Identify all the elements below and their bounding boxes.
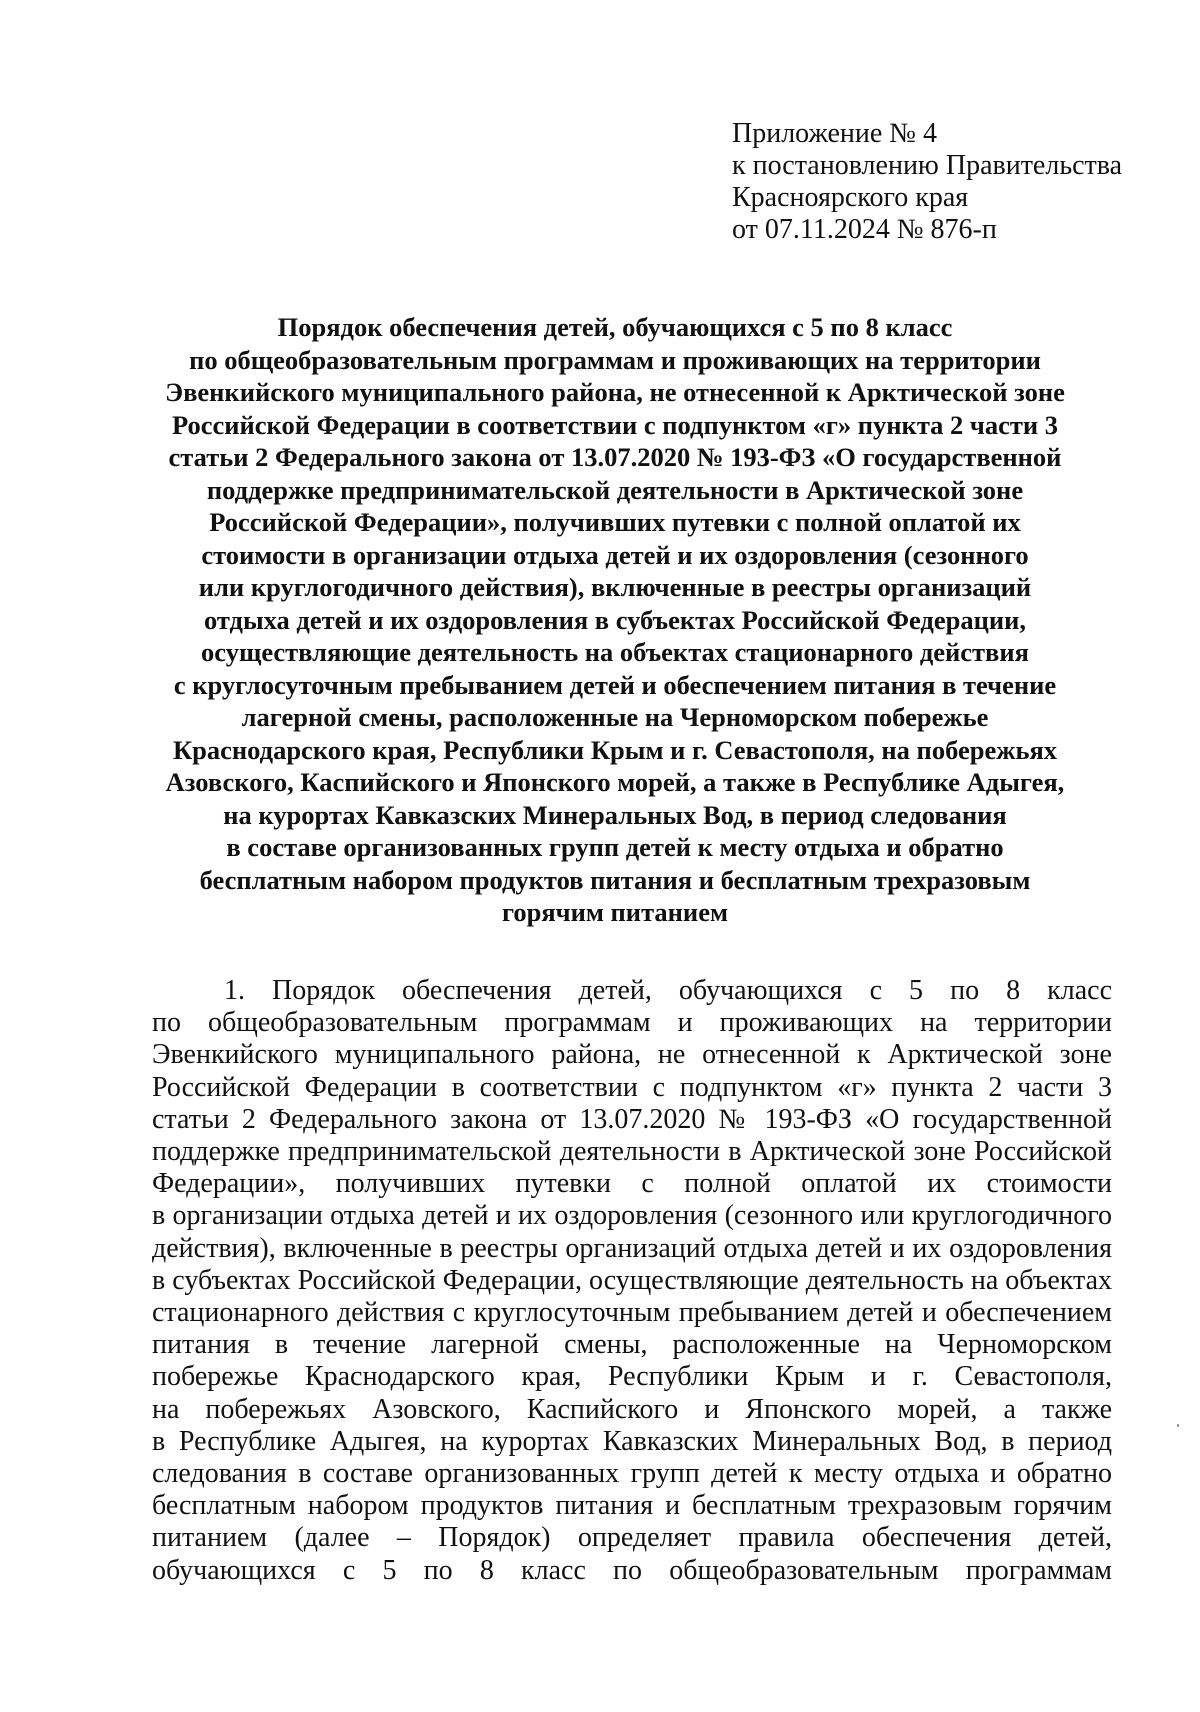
title-line: на курортах Кавказских Минеральных Вод, в период следования xyxy=(223,799,1007,830)
title-line: бесплатным набором продуктов питания и бесплатным трехразовым xyxy=(199,864,1031,895)
title-line: стоимости в организации отдыха детей и их оздоровления (сезонного xyxy=(201,539,1029,570)
title-line: Российской Федерации», получивших путевки с полной оплатой их xyxy=(209,507,1021,537)
body-line: Эвенкийского муниципального района, не отнесенной к Арктической зоне xyxy=(152,1039,1112,1071)
title-line: Российской Федерации в соответствии с подпунктом «г» пункта 2 части 3 xyxy=(171,409,1059,440)
body-line: в Республике Адыгея, на курортах Кавказских Минеральных Вод, в период xyxy=(152,1425,1112,1457)
title-line: или круглогодичного действия), включенные в реестры организаций xyxy=(198,572,1032,602)
scan-speck xyxy=(1177,1424,1179,1427)
title-line: поддержке предпринимательской деятельности в Арктической зоне xyxy=(206,474,1024,505)
title-line: Эвенкийского муниципального района, не отнесенной к Арктической зоне xyxy=(165,377,1065,407)
document-title xyxy=(120,311,1110,929)
body-line: по общеобразовательным программам и проживающих на территории xyxy=(152,1007,1112,1039)
body-line: питанием (далее – Порядок) определяет правила обеспечения детей, xyxy=(152,1522,1112,1554)
body-line: Российской Федерации в соответствии с подпунктом «г» пункта 2 части 3 xyxy=(152,1071,1112,1103)
title-line: лагерной смены, расположенные на Черноморском побережье xyxy=(241,702,989,732)
appendix-line: Красноярского края xyxy=(732,182,969,213)
body-line: следования в составе организованных групп детей к месту отдыха и обратно xyxy=(152,1458,1112,1490)
title-line: статьи 2 Федерального закона от 13.07.2020 № 193-ФЗ «О государственной xyxy=(168,442,1062,472)
appendix-line: Приложение № 4 xyxy=(732,118,937,149)
body-line: в субъектах Российской Федерации, осуществляющие деятельность на объектах xyxy=(152,1264,1112,1296)
appendix-reference xyxy=(732,118,1172,246)
body-paragraph xyxy=(152,975,1112,1587)
appendix-line: к постановлению Правительства xyxy=(732,150,1123,181)
body-line: бесплатным набором продуктов питания и бесплатным трехразовым горячим xyxy=(152,1490,1112,1522)
appendix-line: от 07.11.2024 № 876-п xyxy=(732,214,997,245)
body-line: в организации отдыха детей и их оздоровления (сезонного или круглогодичного xyxy=(152,1200,1112,1232)
title-line: в составе организованных групп детей к месту отдыха и обратно xyxy=(226,832,1004,862)
title-line: горячим питанием xyxy=(501,897,729,927)
body-line: статьи 2 Федерального закона от 13.07.2020 № 193-ФЗ «О государственной xyxy=(152,1103,1112,1135)
title-line: по общеобразовательным программам и проживающих на территории xyxy=(189,344,1041,375)
title-line: Краснодарского края, Республики Крым и г. Севастополя, на побережьях xyxy=(172,734,1058,765)
body-line: Федерации», получивших путевки с полной оплатой их стоимости xyxy=(152,1168,1112,1200)
body-line: стационарного действия с круглосуточным пребыванием детей и обеспечением xyxy=(152,1297,1112,1329)
title-line: Порядок обеспечения детей, обучающихся с 5 по 8 класс xyxy=(277,312,953,342)
title-line: осуществляющие деятельность на объектах стационарного действия xyxy=(201,637,1029,667)
title-line: с круглосуточным пребыванием детей и обеспечением питания в течение xyxy=(173,669,1057,700)
body-line: действия), включенные в реестры организаций отдыха детей и их оздоровления xyxy=(152,1232,1112,1264)
title-line: Азовского, Каспийского и Японского морей, а также в Республике Адыгея, xyxy=(165,767,1065,797)
body-line: обучающихся с 5 по 8 класс по общеобразовательным программам xyxy=(152,1554,1112,1586)
title-line: отдыха детей и их оздоровления в субъектах Российской Федерации, xyxy=(203,604,1027,635)
body-line: побережье Краснодарского края, Республики Крым и г. Севастополя, xyxy=(152,1361,1112,1393)
body-line: поддержке предпринимательской деятельности в Арктической зоне Российской xyxy=(152,1136,1112,1168)
body-line: питания в течение лагерной смены, расположенные на Черноморском xyxy=(152,1329,1112,1361)
body-line: 1. Порядок обеспечения детей, обучающихся с 5 по 8 класс xyxy=(224,975,1112,1006)
body-line: на побережьях Азовского, Каспийского и Японского морей, а также xyxy=(152,1393,1112,1425)
